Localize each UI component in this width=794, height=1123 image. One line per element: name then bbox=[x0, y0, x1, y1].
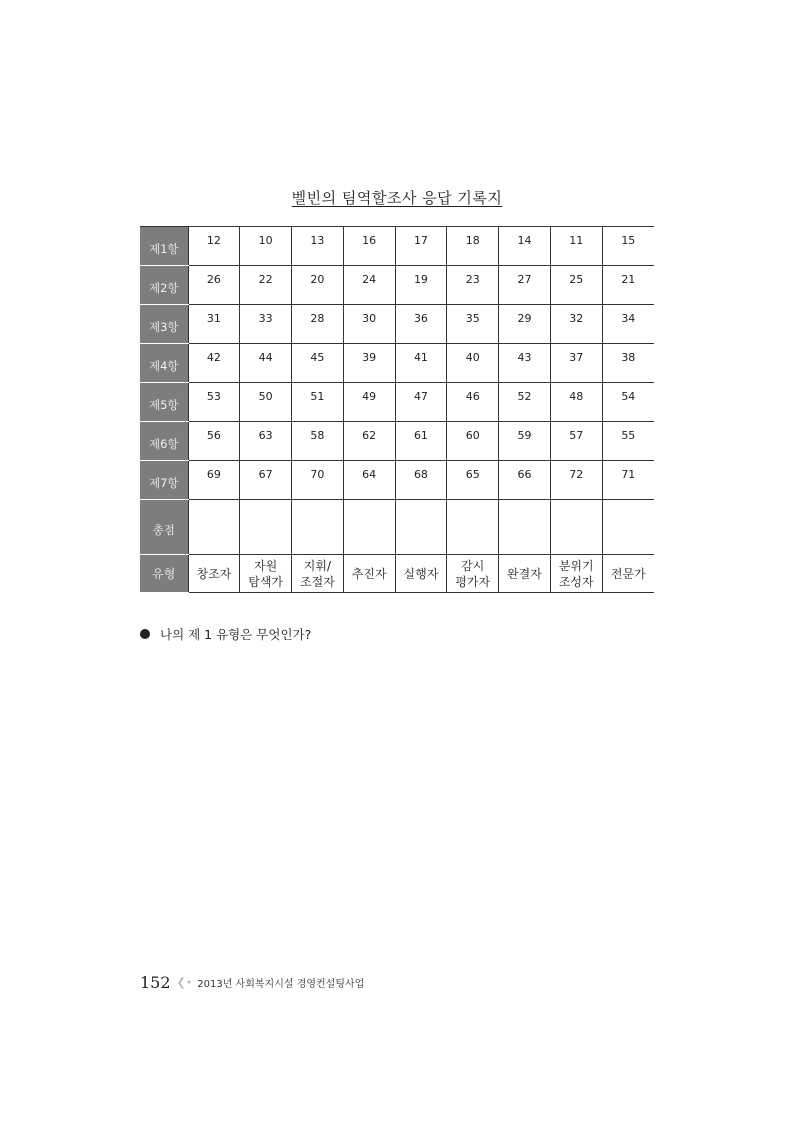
item-number-cell: 18 bbox=[447, 227, 499, 266]
role-type-cell bbox=[395, 555, 447, 593]
item-number-cell: 54 bbox=[602, 383, 654, 422]
total-input-cell[interactable] bbox=[188, 500, 240, 555]
item-number-cell: 37 bbox=[550, 344, 602, 383]
item-number-cell: 48 bbox=[550, 383, 602, 422]
item-number-cell: 14 bbox=[499, 227, 551, 266]
item-number-cell: 11 bbox=[550, 227, 602, 266]
item-number-cell: 57 bbox=[550, 422, 602, 461]
role-type-label: 자원 bbox=[254, 558, 278, 573]
role-type-cell bbox=[550, 555, 602, 593]
table-row bbox=[140, 266, 654, 305]
bullet-icon bbox=[140, 629, 150, 639]
item-number-cell: 69 bbox=[188, 461, 240, 500]
row-header: 제6항 bbox=[140, 422, 188, 461]
item-number-cell: 26 bbox=[188, 266, 240, 305]
item-number-cell: 15 bbox=[602, 227, 654, 266]
item-number-cell: 25 bbox=[550, 266, 602, 305]
item-number-cell: 31 bbox=[188, 305, 240, 344]
total-input-cell[interactable] bbox=[499, 500, 551, 555]
total-input-cell[interactable] bbox=[395, 500, 447, 555]
type-row-header: 유형 bbox=[140, 555, 188, 593]
item-number-cell: 60 bbox=[447, 422, 499, 461]
total-input-cell[interactable] bbox=[550, 500, 602, 555]
item-number-cell: 53 bbox=[188, 383, 240, 422]
item-number-cell: 52 bbox=[499, 383, 551, 422]
footer-text: 2013년 사회복지시설 경영컨설팅사업 bbox=[197, 979, 365, 990]
role-type-cell bbox=[499, 555, 551, 593]
item-number-cell: 68 bbox=[395, 461, 447, 500]
role-type-label: 감시 bbox=[461, 558, 485, 573]
item-number-cell: 45 bbox=[292, 344, 344, 383]
item-number-cell: 70 bbox=[292, 461, 344, 500]
item-number-cell: 35 bbox=[447, 305, 499, 344]
table-row bbox=[140, 344, 654, 383]
row-header: 제2항 bbox=[140, 266, 188, 305]
row-header: 제3항 bbox=[140, 305, 188, 344]
chevron-left-icon: ❮• bbox=[176, 976, 193, 989]
row-header: 제4항 bbox=[140, 344, 188, 383]
page-number: 152 bbox=[140, 973, 171, 992]
type-row bbox=[140, 555, 654, 593]
item-number-cell: 40 bbox=[447, 344, 499, 383]
item-number-cell: 50 bbox=[240, 383, 292, 422]
total-input-cell[interactable] bbox=[292, 500, 344, 555]
table-row bbox=[140, 227, 654, 266]
role-type-label: 분위기 bbox=[558, 558, 594, 573]
item-number-cell: 65 bbox=[447, 461, 499, 500]
role-type-label: 실행자 bbox=[403, 566, 439, 581]
item-number-cell: 58 bbox=[292, 422, 344, 461]
role-type-label: 전문가 bbox=[610, 566, 646, 581]
item-number-cell: 63 bbox=[240, 422, 292, 461]
item-number-cell: 61 bbox=[395, 422, 447, 461]
item-number-cell: 32 bbox=[550, 305, 602, 344]
item-number-cell: 23 bbox=[447, 266, 499, 305]
item-number-cell: 64 bbox=[343, 461, 395, 500]
item-number-cell: 17 bbox=[395, 227, 447, 266]
role-type-label: 추진자 bbox=[351, 566, 387, 581]
item-number-cell: 13 bbox=[292, 227, 344, 266]
total-row-header: 총점 bbox=[140, 500, 188, 555]
role-type-label: 탐색가 bbox=[248, 574, 284, 589]
item-number-cell: 59 bbox=[499, 422, 551, 461]
item-number-cell: 47 bbox=[395, 383, 447, 422]
item-number-cell: 43 bbox=[499, 344, 551, 383]
response-table bbox=[140, 226, 654, 593]
role-type-cell bbox=[188, 555, 240, 593]
item-number-cell: 16 bbox=[343, 227, 395, 266]
total-row bbox=[140, 500, 654, 555]
item-number-cell: 39 bbox=[343, 344, 395, 383]
item-number-cell: 36 bbox=[395, 305, 447, 344]
item-number-cell: 46 bbox=[447, 383, 499, 422]
role-type-label: 조성자 bbox=[558, 574, 594, 589]
table-row bbox=[140, 422, 654, 461]
sheet-title: 벨빈의 팀역할조사 응답 기록지 bbox=[291, 189, 503, 207]
item-number-cell: 41 bbox=[395, 344, 447, 383]
item-number-cell: 72 bbox=[550, 461, 602, 500]
item-number-cell: 44 bbox=[240, 344, 292, 383]
item-number-cell: 62 bbox=[343, 422, 395, 461]
role-type-cell bbox=[292, 555, 344, 593]
role-type-cell bbox=[602, 555, 654, 593]
item-number-cell: 56 bbox=[188, 422, 240, 461]
item-number-cell: 12 bbox=[188, 227, 240, 266]
item-number-cell: 33 bbox=[240, 305, 292, 344]
row-header: 제5항 bbox=[140, 383, 188, 422]
row-header: 제1항 bbox=[140, 227, 188, 266]
item-number-cell: 22 bbox=[240, 266, 292, 305]
item-number-cell: 34 bbox=[602, 305, 654, 344]
item-number-cell: 19 bbox=[395, 266, 447, 305]
item-number-cell: 21 bbox=[602, 266, 654, 305]
role-type-cell bbox=[447, 555, 499, 593]
table-row bbox=[140, 383, 654, 422]
item-number-cell: 29 bbox=[499, 305, 551, 344]
question bbox=[140, 625, 311, 643]
role-type-label: 조절자 bbox=[300, 574, 335, 589]
item-number-cell: 51 bbox=[292, 383, 344, 422]
table-row bbox=[140, 305, 654, 344]
total-input-cell[interactable] bbox=[602, 500, 654, 555]
role-type-label: 평가자 bbox=[455, 574, 491, 589]
item-number-cell: 10 bbox=[240, 227, 292, 266]
total-input-cell[interactable] bbox=[240, 500, 292, 555]
role-type-cell bbox=[240, 555, 292, 593]
item-number-cell: 27 bbox=[499, 266, 551, 305]
item-number-cell: 38 bbox=[602, 344, 654, 383]
role-type-label: 창조자 bbox=[196, 566, 232, 581]
item-number-cell: 20 bbox=[292, 266, 344, 305]
item-number-cell: 71 bbox=[602, 461, 654, 500]
item-number-cell: 30 bbox=[343, 305, 395, 344]
table-row bbox=[140, 461, 654, 500]
item-number-cell: 66 bbox=[499, 461, 551, 500]
role-type-label: 지휘/ bbox=[303, 558, 332, 573]
total-input-cell[interactable] bbox=[447, 500, 499, 555]
question-text: 나의 제 1 유형은 무엇인가? bbox=[160, 627, 312, 642]
item-number-cell: 49 bbox=[343, 383, 395, 422]
item-number-cell: 55 bbox=[602, 422, 654, 461]
item-number-cell: 24 bbox=[343, 266, 395, 305]
total-input-cell[interactable] bbox=[343, 500, 395, 555]
role-type-cell bbox=[343, 555, 395, 593]
item-number-cell: 42 bbox=[188, 344, 240, 383]
item-number-cell: 28 bbox=[292, 305, 344, 344]
row-header: 제7항 bbox=[140, 461, 188, 500]
page-footer bbox=[140, 973, 364, 992]
item-number-cell: 67 bbox=[240, 461, 292, 500]
role-type-label: 완결자 bbox=[507, 566, 542, 581]
